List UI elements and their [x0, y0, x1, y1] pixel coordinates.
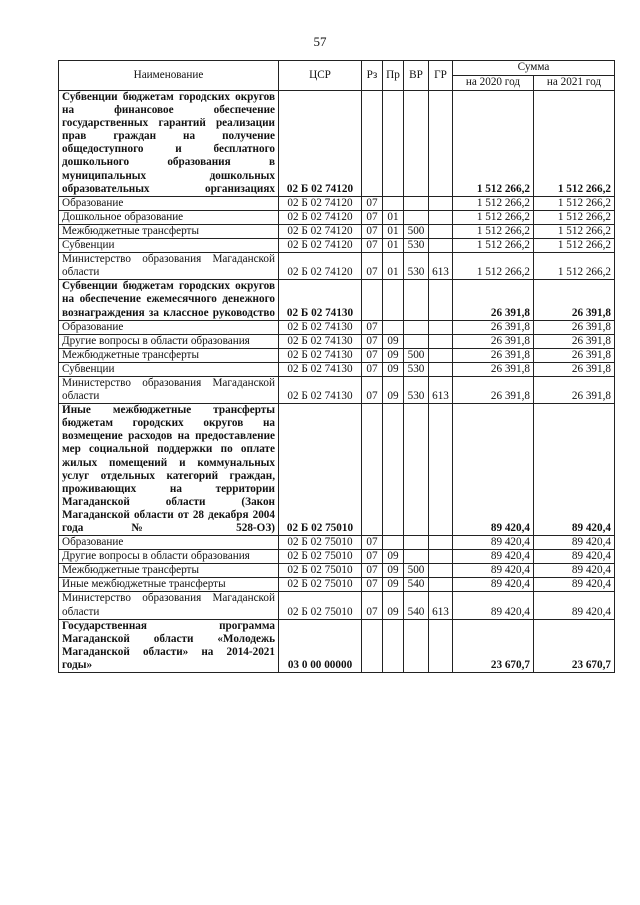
row-sum-2020: 1 512 266,2	[453, 196, 534, 210]
row-gr	[429, 320, 453, 334]
header-sum: Сумма	[453, 61, 615, 76]
row-rz: 07	[362, 550, 383, 564]
row-pr	[383, 404, 404, 536]
row-gr	[429, 280, 453, 320]
row-gr: 613	[429, 592, 453, 619]
row-sum-2021: 1 512 266,2	[534, 253, 615, 280]
row-sum-2021: 1 512 266,2	[534, 210, 615, 224]
row-vr: 540	[404, 592, 429, 619]
row-sum-2021: 1 512 266,2	[534, 91, 615, 197]
row-csr: 02 Б 02 74130	[279, 334, 362, 348]
row-pr: 09	[383, 348, 404, 362]
table-row	[59, 210, 615, 224]
table-row	[59, 253, 615, 280]
row-rz: 07	[362, 239, 383, 253]
row-name: Иные межбюджетные трансферты бюджетам городских округов на возмещение расходов на предоставление мер социальной поддержки по оплате жилых помещений и коммунальных услуг отдельных категорий граждан, проживающих на территории Магаданской области (Закон Магаданской области от 28 декабря 2004 года № 528-ОЗ)	[59, 404, 279, 536]
table-row	[59, 239, 615, 253]
row-sum-2021: 26 391,8	[534, 320, 615, 334]
row-rz: 07	[362, 224, 383, 238]
row-vr: 500	[404, 224, 429, 238]
row-sum-2020: 89 420,4	[453, 536, 534, 550]
row-sum-2021: 89 420,4	[534, 564, 615, 578]
row-sum-2020: 26 391,8	[453, 362, 534, 376]
table-row	[59, 536, 615, 550]
row-name: Государственная программа Магаданской области «Молодежь Магаданской области» на 2014-2021 годы»	[59, 619, 279, 672]
row-rz: 07	[362, 376, 383, 403]
row-name: Образование	[59, 536, 279, 550]
row-csr: 02 Б 02 74120	[279, 239, 362, 253]
row-vr	[404, 320, 429, 334]
row-sum-2020: 26 391,8	[453, 280, 534, 320]
row-gr	[429, 578, 453, 592]
row-vr	[404, 334, 429, 348]
row-pr	[383, 91, 404, 197]
row-sum-2020: 1 512 266,2	[453, 253, 534, 280]
header-csr: ЦСР	[279, 61, 362, 91]
row-gr: 613	[429, 376, 453, 403]
row-csr: 02 Б 02 75010	[279, 550, 362, 564]
row-pr: 01	[383, 239, 404, 253]
row-vr	[404, 196, 429, 210]
row-vr: 530	[404, 253, 429, 280]
row-csr: 02 Б 02 74130	[279, 362, 362, 376]
row-rz: 07	[362, 196, 383, 210]
row-name: Субвенции бюджетам городских округов на обеспечение ежемесячного денежного вознаграждения за классное руководство	[59, 280, 279, 320]
row-sum-2021: 89 420,4	[534, 592, 615, 619]
row-vr	[404, 210, 429, 224]
row-gr	[429, 348, 453, 362]
table-row	[59, 334, 615, 348]
row-vr	[404, 91, 429, 197]
row-pr	[383, 196, 404, 210]
row-vr	[404, 550, 429, 564]
row-gr	[429, 362, 453, 376]
row-csr: 02 Б 02 75010	[279, 578, 362, 592]
row-sum-2021: 23 670,7	[534, 619, 615, 672]
row-sum-2020: 1 512 266,2	[453, 210, 534, 224]
row-vr	[404, 280, 429, 320]
row-csr: 02 Б 02 75010	[279, 404, 362, 536]
row-sum-2021: 89 420,4	[534, 536, 615, 550]
row-name: Межбюджетные трансферты	[59, 348, 279, 362]
row-vr	[404, 619, 429, 672]
row-rz: 07	[362, 253, 383, 280]
row-pr	[383, 536, 404, 550]
row-sum-2020: 89 420,4	[453, 564, 534, 578]
row-sum-2021: 26 391,8	[534, 362, 615, 376]
table-row	[59, 564, 615, 578]
row-sum-2020: 89 420,4	[453, 550, 534, 564]
row-name: Субвенции	[59, 239, 279, 253]
row-vr: 540	[404, 578, 429, 592]
header-year-2020: на 2020 год	[453, 76, 534, 91]
table-row	[59, 348, 615, 362]
header-gr: ГР	[429, 61, 453, 91]
row-vr: 530	[404, 362, 429, 376]
row-csr: 02 Б 02 74120	[279, 253, 362, 280]
row-sum-2021: 1 512 266,2	[534, 224, 615, 238]
row-pr: 09	[383, 334, 404, 348]
row-csr: 02 Б 02 74120	[279, 196, 362, 210]
row-sum-2020: 26 391,8	[453, 348, 534, 362]
row-vr: 500	[404, 348, 429, 362]
row-rz: 07	[362, 592, 383, 619]
row-csr: 02 Б 02 75010	[279, 564, 362, 578]
row-pr	[383, 619, 404, 672]
row-rz	[362, 280, 383, 320]
row-sum-2020: 26 391,8	[453, 376, 534, 403]
row-sum-2020: 23 670,7	[453, 619, 534, 672]
row-gr	[429, 196, 453, 210]
row-gr	[429, 619, 453, 672]
row-gr	[429, 224, 453, 238]
row-csr: 02 Б 02 74120	[279, 224, 362, 238]
row-gr	[429, 239, 453, 253]
row-sum-2020: 89 420,4	[453, 578, 534, 592]
row-gr	[429, 404, 453, 536]
row-csr: 02 Б 02 75010	[279, 536, 362, 550]
row-sum-2020: 26 391,8	[453, 320, 534, 334]
row-sum-2020: 89 420,4	[453, 592, 534, 619]
header-year-2021: на 2021 год	[534, 76, 615, 91]
row-pr: 09	[383, 550, 404, 564]
row-sum-2021: 26 391,8	[534, 376, 615, 403]
table-body	[59, 91, 615, 673]
row-pr	[383, 320, 404, 334]
row-gr	[429, 564, 453, 578]
row-name: Другие вопросы в области образования	[59, 334, 279, 348]
row-name: Министерство образования Магаданской области	[59, 253, 279, 280]
row-name: Другие вопросы в области образования	[59, 550, 279, 564]
row-pr: 01	[383, 253, 404, 280]
row-pr: 09	[383, 376, 404, 403]
row-rz: 07	[362, 348, 383, 362]
row-pr: 09	[383, 578, 404, 592]
table-row	[59, 320, 615, 334]
row-csr: 02 Б 02 74130	[279, 320, 362, 334]
row-csr: 02 Б 02 75010	[279, 592, 362, 619]
row-rz	[362, 91, 383, 197]
row-sum-2020: 1 512 266,2	[453, 91, 534, 197]
row-pr: 01	[383, 224, 404, 238]
row-rz	[362, 404, 383, 536]
page-number: 57	[313, 34, 327, 49]
row-sum-2020: 1 512 266,2	[453, 239, 534, 253]
header-name: Наименование	[59, 61, 279, 91]
table-row	[59, 280, 615, 320]
row-sum-2021: 26 391,8	[534, 348, 615, 362]
table-row	[59, 592, 615, 619]
row-sum-2021: 89 420,4	[534, 578, 615, 592]
row-gr	[429, 334, 453, 348]
table-row	[59, 196, 615, 210]
row-sum-2021: 1 512 266,2	[534, 239, 615, 253]
row-name: Межбюджетные трансферты	[59, 564, 279, 578]
row-name: Иные межбюджетные трансферты	[59, 578, 279, 592]
row-gr	[429, 210, 453, 224]
row-gr	[429, 91, 453, 197]
row-gr	[429, 536, 453, 550]
row-vr: 500	[404, 564, 429, 578]
table-row	[59, 550, 615, 564]
row-sum-2021: 89 420,4	[534, 404, 615, 536]
row-sum-2020: 89 420,4	[453, 404, 534, 536]
table-row	[59, 224, 615, 238]
row-vr	[404, 536, 429, 550]
row-pr: 09	[383, 362, 404, 376]
row-name: Министерство образования Магаданской области	[59, 376, 279, 403]
row-csr: 03 0 00 00000	[279, 619, 362, 672]
row-pr: 09	[383, 564, 404, 578]
row-csr: 02 Б 02 74130	[279, 280, 362, 320]
row-rz: 07	[362, 578, 383, 592]
row-name: Субвенции	[59, 362, 279, 376]
budget-table	[58, 60, 615, 673]
row-pr	[383, 280, 404, 320]
row-vr: 530	[404, 376, 429, 403]
row-name: Дошкольное образование	[59, 210, 279, 224]
row-name: Субвенции бюджетам городских округов на финансовое обеспечение государственных гарантий реализации прав граждан на получение общедоступного и бесплатного дошкольного образования в муниципальных дошкольных образовательных организациях	[59, 91, 279, 197]
row-sum-2021: 1 512 266,2	[534, 196, 615, 210]
row-rz: 07	[362, 320, 383, 334]
header-vr: ВР	[404, 61, 429, 91]
header-pr: Пр	[383, 61, 404, 91]
row-vr: 530	[404, 239, 429, 253]
row-rz: 07	[362, 362, 383, 376]
table-row	[59, 376, 615, 403]
row-pr: 09	[383, 592, 404, 619]
table-row	[59, 619, 615, 672]
row-name: Образование	[59, 320, 279, 334]
row-name: Министерство образования Магаданской области	[59, 592, 279, 619]
table-row	[59, 404, 615, 536]
row-rz: 07	[362, 536, 383, 550]
row-sum-2020: 1 512 266,2	[453, 224, 534, 238]
row-sum-2020: 26 391,8	[453, 334, 534, 348]
row-csr: 02 Б 02 74130	[279, 376, 362, 403]
row-rz	[362, 619, 383, 672]
row-csr: 02 Б 02 74120	[279, 210, 362, 224]
row-rz: 07	[362, 210, 383, 224]
header-rz: Рз	[362, 61, 383, 91]
row-name: Образование	[59, 196, 279, 210]
table-row	[59, 578, 615, 592]
table-row	[59, 362, 615, 376]
row-csr: 02 Б 02 74120	[279, 91, 362, 197]
row-sum-2021: 26 391,8	[534, 334, 615, 348]
row-vr	[404, 404, 429, 536]
row-csr: 02 Б 02 74130	[279, 348, 362, 362]
row-gr	[429, 550, 453, 564]
row-pr: 01	[383, 210, 404, 224]
row-sum-2021: 26 391,8	[534, 280, 615, 320]
table-row	[59, 91, 615, 197]
row-rz: 07	[362, 564, 383, 578]
row-sum-2021: 89 420,4	[534, 550, 615, 564]
row-rz: 07	[362, 334, 383, 348]
row-name: Межбюджетные трансферты	[59, 224, 279, 238]
row-gr: 613	[429, 253, 453, 280]
